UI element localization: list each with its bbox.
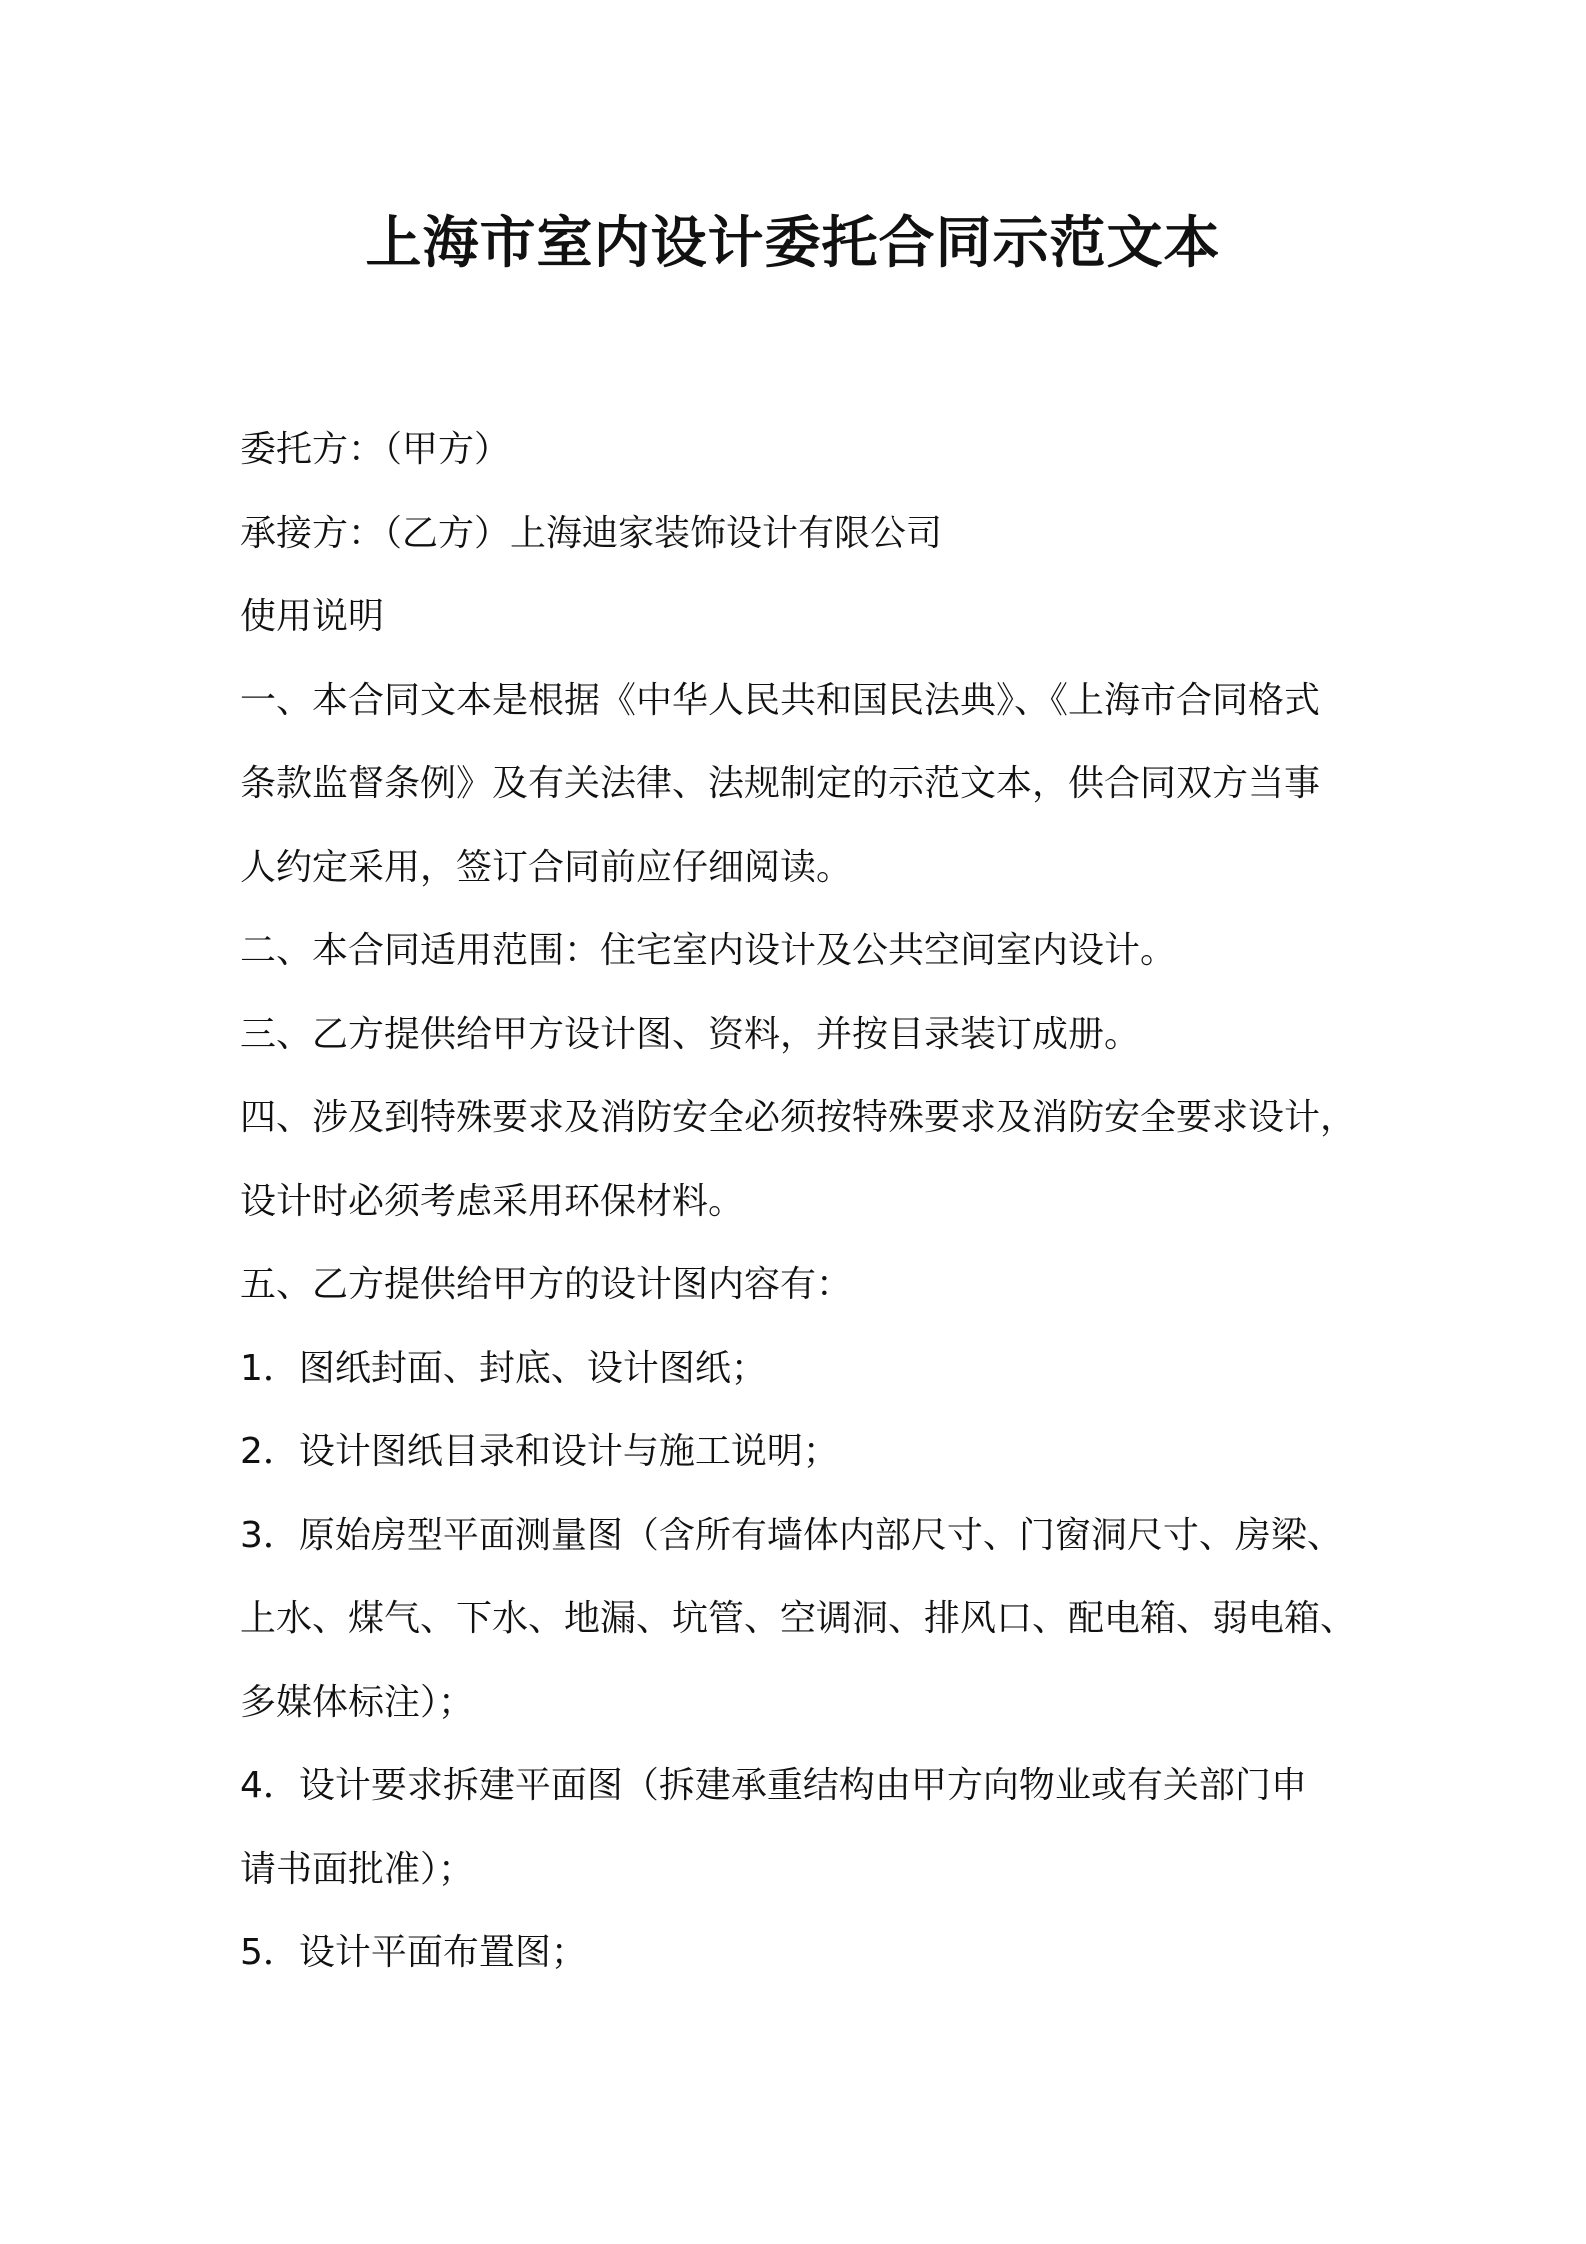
list-item-line: 1．图纸封面、封底、设计图纸；	[240, 1347, 767, 1389]
list-item-line: 多媒体标注）；	[240, 1681, 475, 1723]
list-item-line: 请书面批准）；	[240, 1848, 475, 1890]
list-item-line: 上水、煤气、下水、地漏、坑管、空调洞、排风口、配电箱、弱电箱、	[240, 1598, 1357, 1639]
list-item-line: 2．设计图纸目录和设计与施工说明；	[240, 1431, 839, 1472]
contractor-party-line: 承接方：（乙方）上海迪家装饰设计有限公司	[240, 512, 943, 554]
paragraph-line: 四、涉及到特殊要求及消防安全必须按特殊要求及消防安全要求设计，	[240, 1097, 1357, 1138]
paragraph-line: 设计时必须考虑采用环保材料。	[240, 1180, 745, 1222]
list-item-line: 4．设计要求拆建平面图（拆建承重结构由甲方向物业或有关部门申	[240, 1765, 1307, 1806]
paragraph-line: 条款监督条例》及有关法律、法规制定的示范文本，供合同双方当事	[240, 763, 1321, 804]
client-party-line: 委托方：（甲方）	[240, 429, 511, 470]
document-title: 上海市室内设计委托合同示范文本	[365, 211, 1221, 276]
paragraph-line: 三、乙方提供给甲方设计图、资料，并按目录装订成册。	[240, 1013, 1141, 1055]
list-item-line: 5．设计平面布置图；	[240, 1932, 587, 1973]
list-item-line: 3．原始房型平面测量图（含所有墙体内部尺寸、门窗洞尺寸、房梁、	[240, 1514, 1343, 1556]
paragraph-line: 二、本合同适用范围：住宅室内设计及公共空间室内设计。	[240, 930, 1177, 971]
paragraph-line: 一、本合同文本是根据《中华人民共和国民法典》、《上海市合同格式	[240, 679, 1321, 721]
paragraph-line: 五、乙方提供给甲方的设计图内容有：	[240, 1264, 853, 1305]
paragraph-line: 人约定采用，签订合同前应仔细阅读。	[240, 846, 853, 888]
usage-instructions-heading: 使用说明	[240, 596, 385, 637]
document-body	[240, 408, 1380, 1995]
